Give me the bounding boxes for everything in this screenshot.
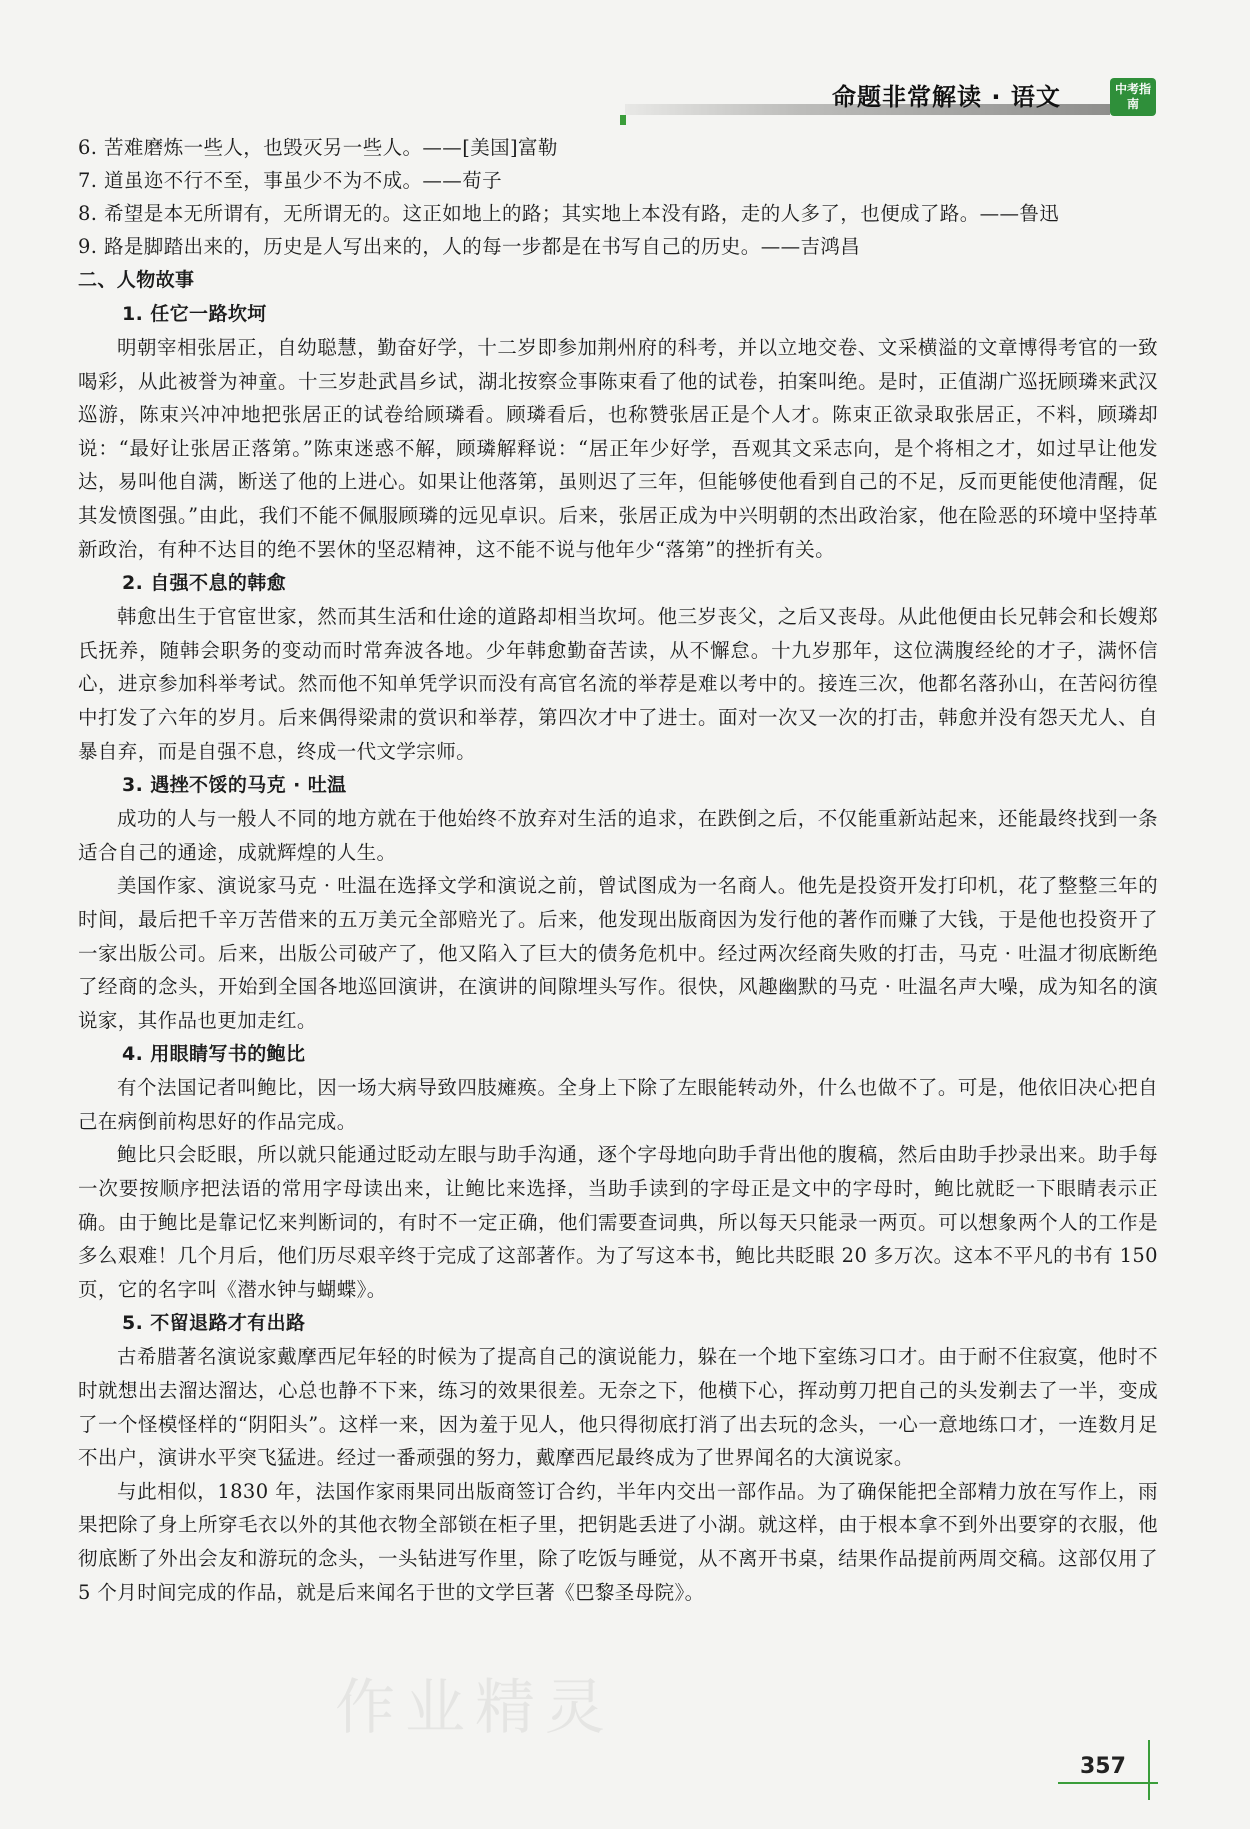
watermark: 作业精灵 xyxy=(335,1673,615,1743)
story-5-paragraph-1: 古希腊著名演说家戴摩西尼年轻的时候为了提高自己的演说能力，躲在一个地下室练习口才。由于耐不住寂寞，他时不时就想出去溜达溜达，心总也静不下来，练习的效果很差。无奈之下，他横下心，挥动剪刀把自己的头发剃去了一半，变成了一个怪模怪样的“阴阳头”。这样一来，因为羞于见人，他只得彻底打消了出去玩的念头，一心一意地练口才，一连数月足不出户，演讲水平突飞猛进。经过一番顽强的努力，戴摩西尼最终成为了世界闻名的大演说家。 xyxy=(78,1345,1158,1470)
quote-7: 7. 道虽迩不行不至，事虽少不为不成。——荀子 xyxy=(78,169,503,192)
story-4-paragraph-1: 有个法国记者叫鲍比，因一场大病导致四肢瘫痪。全身上下除了左眼能转动外，什么也做不了。可是，他依旧决心把自己在病倒前构思好的作品完成。 xyxy=(78,1076,1158,1133)
page-number-rule xyxy=(1148,1740,1150,1800)
logo-text: 中考指南 xyxy=(1114,82,1151,111)
page-header xyxy=(0,0,1250,125)
page-number: 357 xyxy=(1080,1754,1126,1779)
story-3-paragraph-1: 成功的人与一般人不同的地方就在于他始终不放弃对生活的追求，在跌倒之后，不仅能重新站起来，还能最终找到一条适合自己的通途，成就辉煌的人生。 xyxy=(78,807,1158,864)
story-3-title: 3. 遇挫不馁的马克 · 吐温 xyxy=(122,774,347,797)
story-5-title: 5. 不留退路才有出路 xyxy=(122,1312,306,1335)
story-4-paragraph-2: 鲍比只会眨眼，所以就只能通过眨动左眼与助手沟通，逐个字母地向助手背出他的腹稿，然后由助手抄录出来。助手每一次要按顺序把法语的常用字母读出来，让鲍比来选择，当助手读到的字母正是文中的字母时，鲍比就眨一下眼睛表示正确。由于鲍比是靠记忆来判断词的，有时不一定正确，他们需要查词典，所以每天只能录一两页。可以想象两个人的工作是多么艰难！几个月后，他们历尽艰辛终于完成了这部著作。为了写这本书，鲍比共眨眼 20 多万次。这本不平凡的书有 150 页，它的名字叫《潜水钟与蝴蝶》。 xyxy=(78,1143,1158,1301)
quote-6: 6. 苦难磨炼一些人，也毁灭另一些人。——[美国]富勒 xyxy=(78,136,558,159)
story-4-title: 4. 用眼睛写书的鲍比 xyxy=(122,1043,306,1066)
story-5-paragraph-2: 与此相似，1830 年，法国作家雨果同出版商签订合约，半年内交出一部作品。为了确保能把全部精力放在写作上，雨果把除了身上所穿毛衣以外的其他衣物全部锁在柜子里，把钥匙丢进了小湖。就这样，由于根本拿不到外出要穿的衣服，他彻底断了外出会友和游玩的念头，一头钻进写作里，除了吃饭与睡觉，从不离开书桌，结果作品提前两周交稿。这部仅用了 5 个月时间完成的作品，就是后来闻名于世的文学巨著《巴黎圣母院》。 xyxy=(78,1479,1158,1604)
section-title: 二、人物故事 xyxy=(78,269,195,291)
page-number-underline xyxy=(1058,1782,1158,1784)
story-1-paragraph-1: 明朝宰相张居正，自幼聪慧，勤奋好学，十二岁即参加荆州府的科考，并以立地交卷、文采横溢的文章博得考官的一致喝彩，从此被誉为神童。十三岁赴武昌乡试，湖北按察佥事陈束看了他的试卷，拍案叫绝。是时，正值湖广巡抚顾璘来武汉巡游，陈束兴冲冲地把张居正的试卷给顾璘看。顾璘看后，也称赞张居正是个人才。陈束正欲录取张居正，不料，顾璘却说：“最好让张居正落第。”陈束迷惑不解，顾璘解释说：“居正年少好学，吾观其文采志向，是个将相之才，如过早让他发达，易叫他自满，断送了他的上进心。如果让他落第，虽则迟了三年，但能够使他看到自己的不足，反而更能使他清醒，促其发愤图强。”由此，我们不能不佩服顾璘的远见卓识。后来，张居正成为中兴明朝的杰出政治家，他在险恶的环境中坚持革新政治，有种不达目的绝不罢休的坚忍精神，这不能不说与他年少“落第”的挫折有关。 xyxy=(78,336,1158,561)
book-title: 命题非常解读 · 语文 xyxy=(832,83,1061,111)
publisher-logo xyxy=(1110,78,1156,116)
story-2-title: 2. 自强不息的韩愈 xyxy=(122,572,287,595)
story-3-paragraph-2: 美国作家、演说家马克 · 吐温在选择文学和演说之前，曾试图成为一名商人。他先是投资开发打印机，花了整整三年的时间，最后把千辛万苦借来的五万美元全部赔光了。后来，他发现出版商因为发行他的著作而赚了大钱，于是他也投资开了一家出版公司。后来，出版公司破产了，他又陷入了巨大的债务危机中。经过两次经商失败的打击，马克 · 吐温才彻底断绝了经商的念头，开始到全国各地巡回演讲，在演讲的间隙埋头写作。很快，风趣幽默的马克 · 吐温名声大噪，成为知名的演说家，其作品也更加走红。 xyxy=(78,874,1158,1032)
page-content xyxy=(78,131,1158,1609)
story-1-title: 1. 任它一路坎坷 xyxy=(122,303,267,325)
story-2-paragraph-1: 韩愈出生于官宦世家，然而其生活和仕途的道路却相当坎坷。他三岁丧父，之后又丧母。从此他便由长兄韩会和长嫂郑氏抚养，随韩会职务的变动而时常奔波各地。少年韩愈勤奋苦读，从不懈怠。十九岁那年，这位满腹经纶的才子，满怀信心，进京参加科举考试。然而他不知单凭学识而没有高官名流的举荐是难以考中的。接连三次，他都名落孙山，在苦闷彷徨中打发了六年的岁月。后来偶得梁肃的赏识和举荐，第四次才中了进士。面对一次又一次的打击，韩愈并没有怨天尤人、自暴自弃，而是自强不息，终成一代文学宗师。 xyxy=(78,605,1158,763)
header-accent xyxy=(620,115,626,125)
quote-9: 9. 路是脚踏出来的，历史是人写出来的，人的每一步都是在书写自己的历史。——吉鸿昌 xyxy=(78,235,861,258)
quote-8: 8. 希望是本无所谓有，无所谓无的。这正如地上的路；其实地上本没有路，走的人多了，也便成了路。——鲁迅 xyxy=(78,202,1060,225)
